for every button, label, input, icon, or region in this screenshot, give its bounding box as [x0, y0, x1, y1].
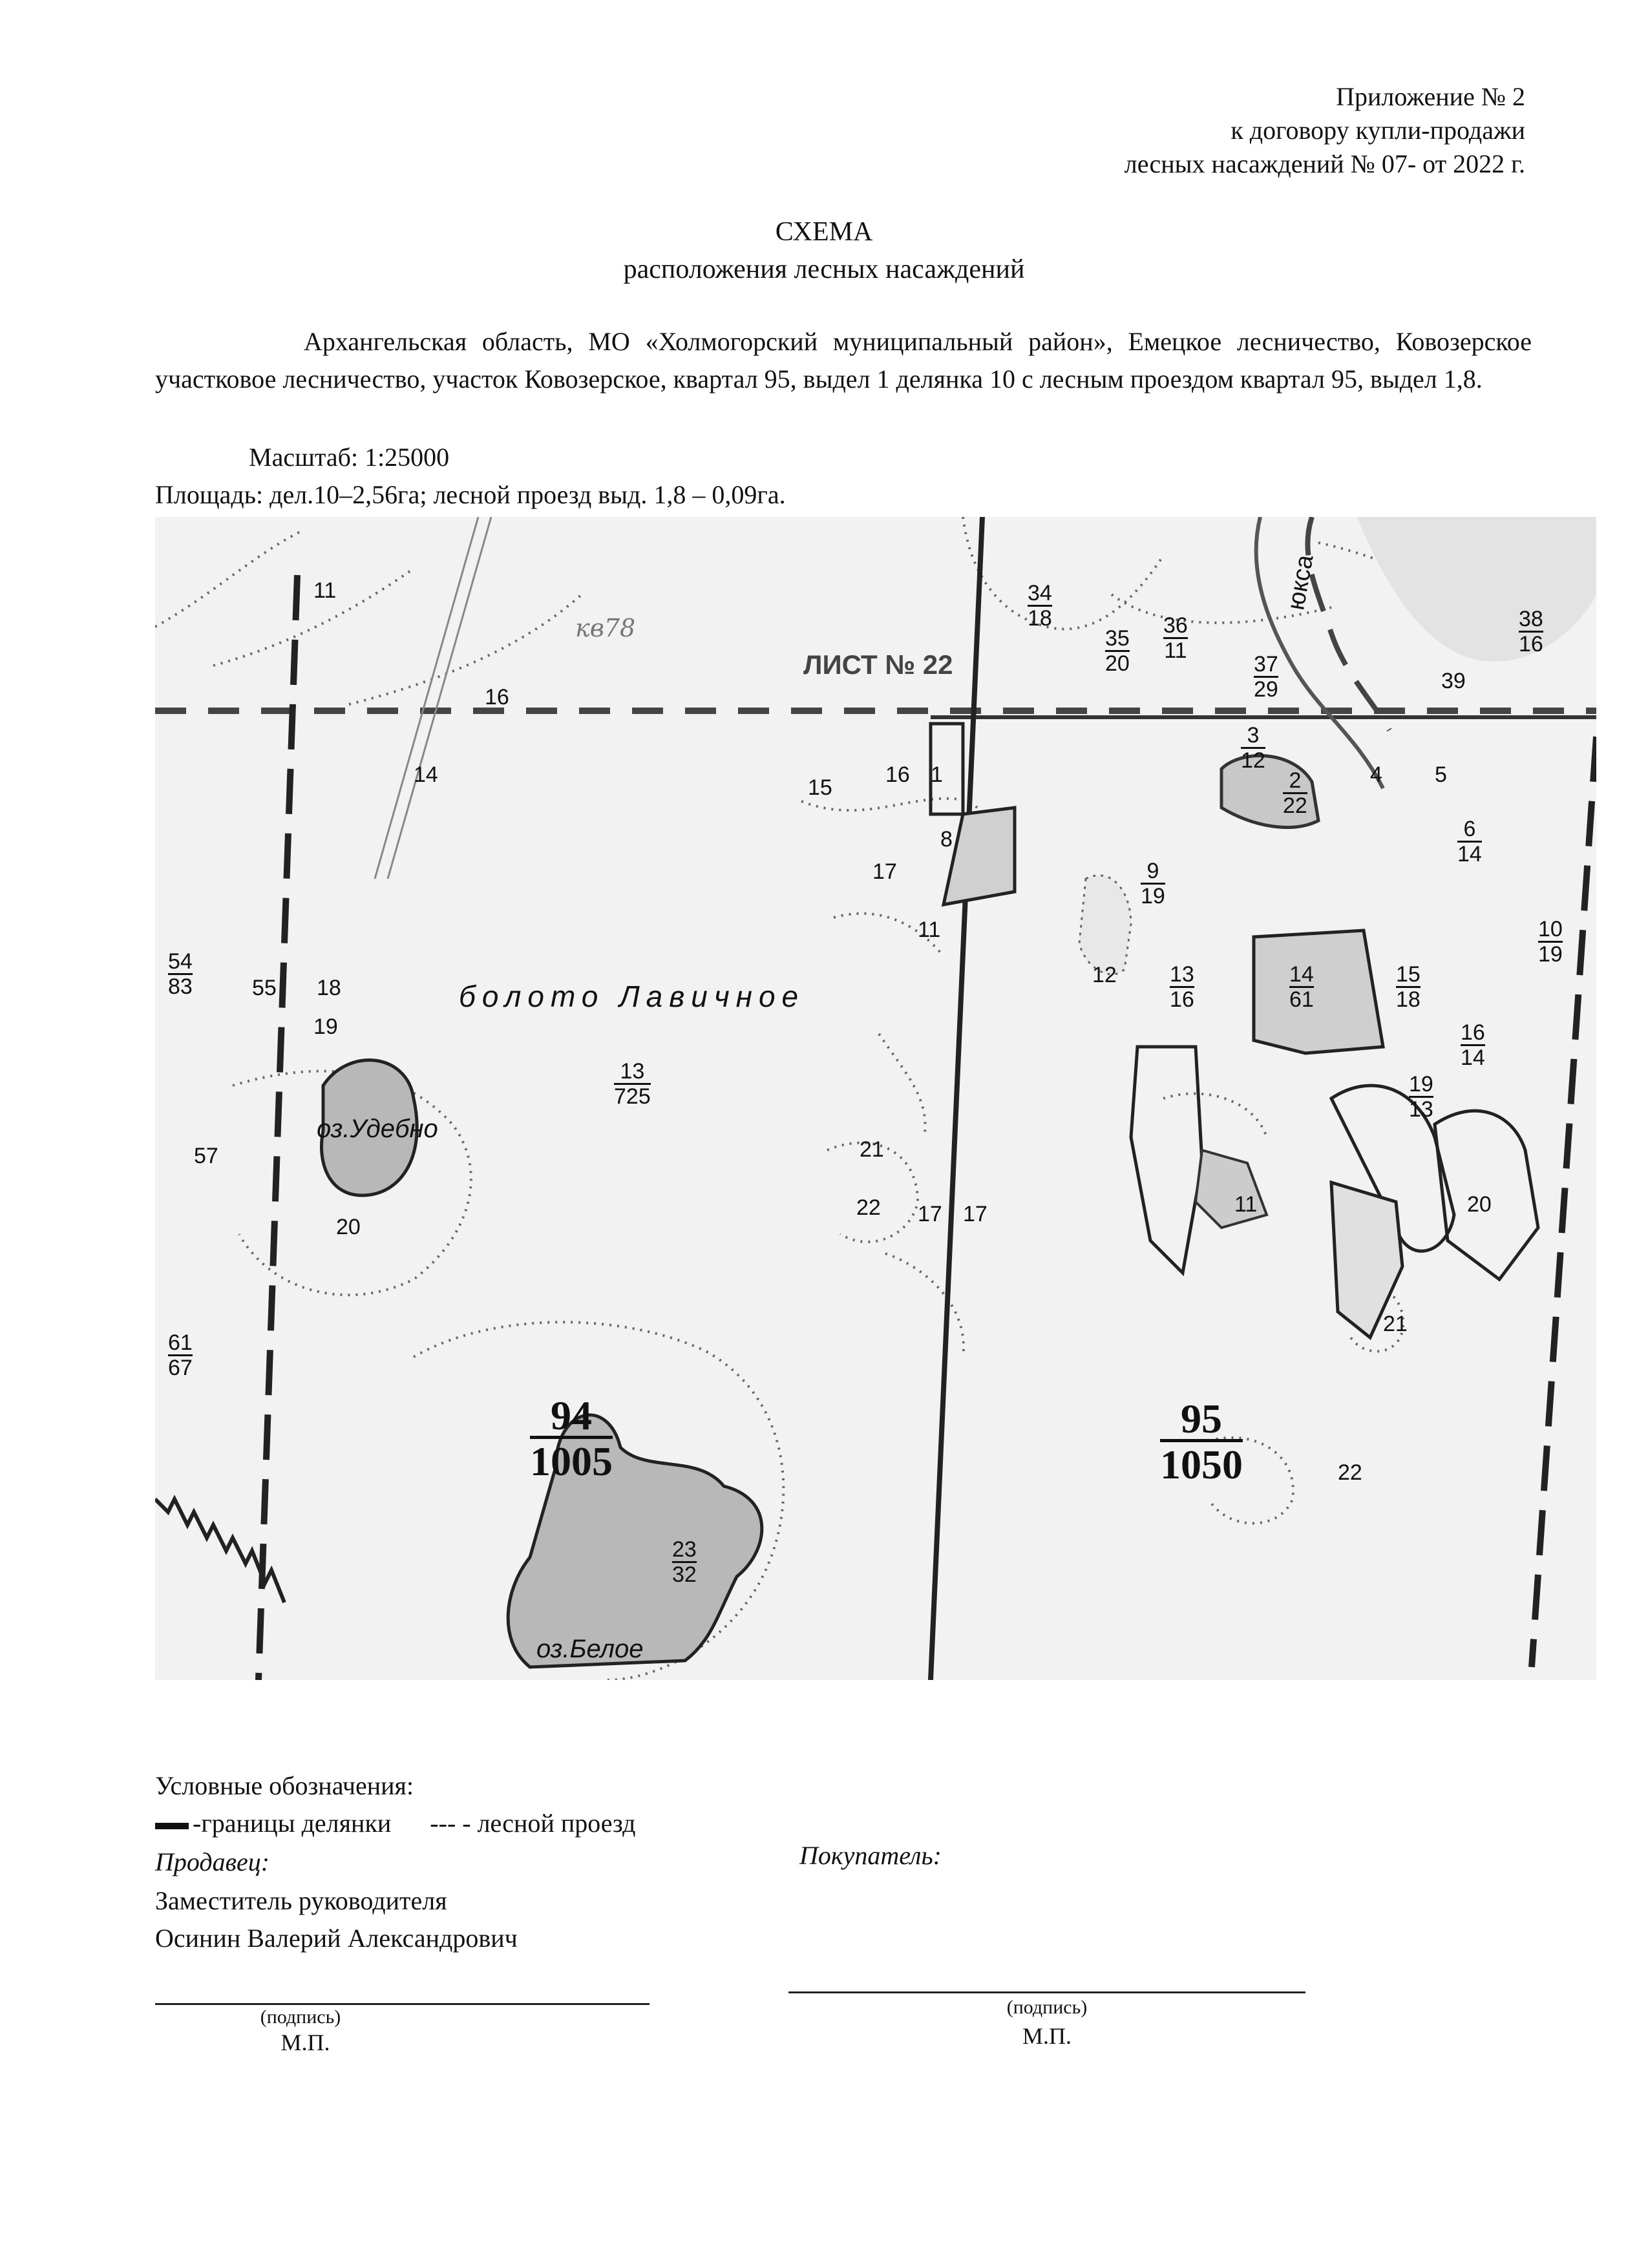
plot-number-label: 1: [931, 762, 943, 787]
title-main: СХЕМА: [775, 217, 873, 247]
plot-number-label: 12: [1092, 963, 1117, 987]
seller-label: Продавец:: [155, 1847, 270, 1876]
seller-position: Заместитель руководителя: [155, 1886, 447, 1915]
fraction-denominator: 16: [1519, 632, 1543, 656]
plot-number-label: 15: [808, 775, 832, 800]
buyer-signature-caption: (подпись): [1006, 1997, 1088, 2018]
legend-solid-label: -границы делянки: [193, 1809, 392, 1838]
legend-solid-line: [155, 1823, 189, 1829]
title-sub: расположения лесных насаждений: [623, 255, 1025, 284]
plot-number-label: 39: [1441, 669, 1466, 693]
plot-number-label: 20: [336, 1215, 361, 1239]
location-text: Архангельская область, МО «Холмогорский муниципальный район», Емецкое лесничество, Ковозерское участковое лесничество, участок Ковозерское, квартал 95, выдел 1 делянка 10 с лесным проездом квартал 95, выдел 1,8.: [155, 327, 1532, 394]
map-drawing: [155, 517, 1596, 1680]
fraction-numerator: 36: [1163, 613, 1188, 638]
fraction-numerator: 13: [614, 1060, 651, 1085]
fraction-denominator: 14: [1461, 1045, 1485, 1070]
lake-udebno-label: оз.Удебно: [317, 1115, 438, 1143]
fraction-label: [1254, 653, 1278, 701]
fraction-denominator: 61: [1289, 987, 1314, 1012]
fraction-numerator: 54: [168, 949, 193, 974]
lake-beloe-label: оз.Белое: [536, 1635, 644, 1663]
fraction-numerator: 61: [168, 1330, 193, 1355]
fraction-label: [1163, 614, 1188, 662]
fraction-numerator: 13: [1170, 962, 1194, 987]
fraction-numerator: 16: [1461, 1020, 1485, 1045]
fraction-label: [1141, 859, 1165, 908]
forest-map: [155, 517, 1596, 1680]
fraction-denominator: 83: [168, 974, 193, 999]
contract-number-date: лесных насаждений № 07- от 2022 г.: [1124, 149, 1525, 178]
fraction-denominator: 11: [1164, 638, 1187, 663]
fraction-numerator: 3: [1241, 724, 1265, 749]
handwritten-note: кв78: [575, 614, 636, 642]
fraction-label: [1283, 769, 1307, 817]
swamp-label: болото Лавичное: [459, 980, 805, 1013]
fraction-numerator: 10: [1538, 917, 1563, 941]
fraction-label: [1396, 963, 1421, 1011]
fraction-numerator: 14: [1289, 962, 1314, 987]
fraction-denominator: 29: [1254, 677, 1278, 702]
fraction-label: [1105, 627, 1130, 675]
buyer-signature-line: [788, 1991, 1305, 1993]
plot-number-label: 19: [313, 1014, 338, 1039]
fraction-denominator: 22: [1283, 793, 1307, 818]
quarter-95: [1160, 1396, 1243, 1487]
fraction-denominator: 14: [1457, 842, 1482, 866]
fraction-numerator: 19: [1409, 1072, 1433, 1097]
plot-number-label: 22: [1338, 1460, 1362, 1485]
quarter-94-area: 1005: [530, 1438, 613, 1484]
fraction-denominator: 18: [1396, 987, 1421, 1012]
seller-signature-line: [155, 2003, 650, 2005]
fraction-denominator: 16: [1170, 987, 1194, 1012]
plot-number-label: 21: [860, 1137, 884, 1162]
fraction-label: [1289, 963, 1314, 1011]
fraction-numerator: 35: [1105, 626, 1130, 651]
fraction-denominator: 725: [614, 1084, 651, 1109]
plot-number-label: 18: [317, 976, 341, 1000]
plot-number-label: 55: [252, 976, 277, 1000]
plot-number-label: 11: [1234, 1192, 1258, 1217]
sheet-label: ЛИСТ № 22: [803, 649, 953, 680]
document-title: [0, 213, 1648, 288]
fraction-numerator: 9: [1141, 859, 1165, 885]
buyer-label: Покупатель:: [799, 1841, 942, 1870]
plot-number-label: 16: [485, 685, 509, 709]
fraction-label: [614, 1060, 651, 1108]
plot-number-label: 21: [1383, 1312, 1408, 1336]
fraction-numerator: 23: [672, 1537, 697, 1562]
buyer-stamp: М.П.: [1022, 2023, 1072, 2049]
fraction-denominator: 32: [672, 1562, 697, 1587]
plot-number-label: 4: [1370, 762, 1382, 787]
fraction-label: [1028, 582, 1052, 630]
fraction-label: [1409, 1073, 1433, 1121]
quarter-94-number: 94: [530, 1396, 613, 1439]
fraction-numerator: 37: [1254, 652, 1278, 677]
plot-number-label: 57: [194, 1144, 218, 1168]
fraction-denominator: 19: [1538, 942, 1563, 967]
area-info: Площадь: дел.10–2,56га; лесной проезд выд. 1,8 – 0,09га.: [155, 480, 786, 509]
plot-area-14: [1254, 930, 1383, 1053]
fraction-denominator: 12: [1241, 748, 1265, 773]
legend-title: Условные обозначения:: [155, 1771, 414, 1800]
fraction-label: [1519, 607, 1543, 656]
quarter-95-area: 1050: [1160, 1442, 1243, 1487]
fraction-label: [1170, 963, 1194, 1011]
fraction-label: [168, 1331, 193, 1380]
plot-number-label: 16: [885, 762, 910, 787]
plot-number-label: 8: [940, 827, 953, 852]
plot-number-label: 22: [856, 1195, 881, 1220]
legend-dashed-label: --- - лесной проезд: [430, 1809, 636, 1838]
fraction-denominator: 20: [1105, 651, 1130, 676]
fraction-numerator: 34: [1028, 581, 1052, 605]
legend-items: [155, 1808, 635, 1838]
plot-number-label: 11: [918, 918, 941, 942]
fraction-denominator: 19: [1141, 884, 1165, 908]
fraction-numerator: 15: [1396, 962, 1421, 987]
seller-signature-caption: (подпись): [260, 2006, 341, 2028]
plot-number-label: 14: [414, 762, 438, 787]
appendix-header: [1125, 80, 1525, 181]
plot-number-label: 20: [1467, 1192, 1492, 1217]
fraction-numerator: 38: [1519, 607, 1543, 631]
quarter-95-number: 95: [1160, 1399, 1243, 1442]
fraction-denominator: 18: [1028, 606, 1052, 631]
location-description: [155, 323, 1532, 398]
contract-reference: к договору купли-продажи: [1231, 116, 1525, 145]
fraction-label: [1241, 724, 1265, 772]
fraction-denominator: 13: [1409, 1097, 1433, 1122]
plot-number-label: 17: [918, 1202, 942, 1226]
plot-number-label: 11: [313, 578, 337, 603]
fraction-label: [672, 1538, 697, 1586]
appendix-number: Приложение № 2: [1336, 82, 1525, 111]
seller-name: Осинин Валерий Александрович: [155, 1924, 518, 1953]
seller-stamp: М.П.: [280, 2030, 330, 2055]
fraction-label: [1461, 1021, 1485, 1069]
river-label: юкса: [1282, 552, 1319, 613]
plot-number-label: 17: [963, 1202, 988, 1226]
fraction-label: [168, 950, 193, 998]
fraction-label: [1457, 817, 1482, 866]
fraction-label: [1538, 918, 1563, 966]
fraction-numerator: 6: [1457, 817, 1482, 843]
plot-number-label: 17: [872, 859, 897, 884]
fraction-numerator: 2: [1283, 769, 1307, 794]
quarter-94: [530, 1392, 613, 1484]
map-scale: Масштаб: 1:25000: [249, 443, 450, 472]
fraction-denominator: 67: [168, 1356, 193, 1380]
plot-number-label: 5: [1435, 762, 1447, 787]
